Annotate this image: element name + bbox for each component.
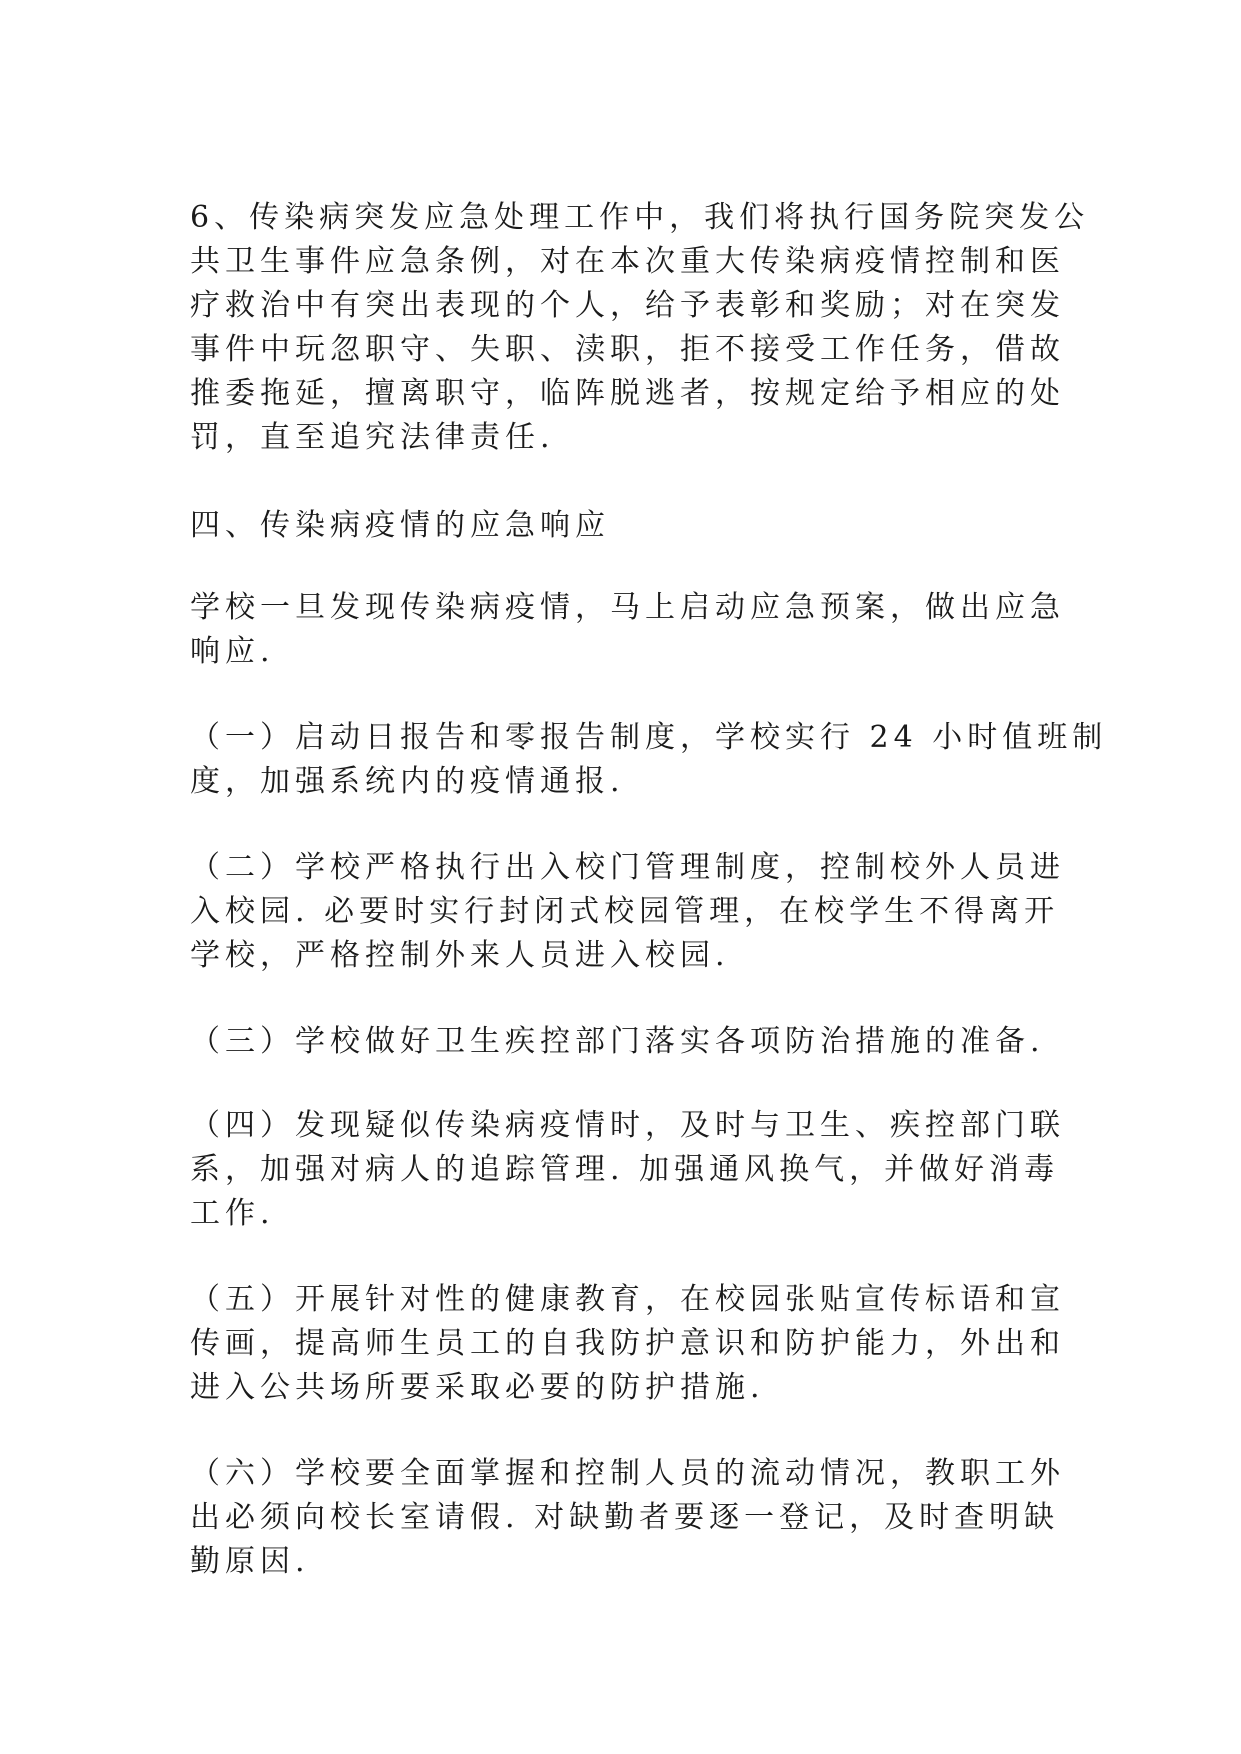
text-line: 入校园. 必要时实行封闭式校园管理，在校学生不得离开	[190, 894, 1060, 929]
text-line: （二）学校严格执行出入校门管理制度，控制校外人员进	[190, 850, 1065, 885]
text-line: 学校，严格控制外来人员进入校园.	[190, 938, 730, 973]
text-line: （一）启动日报告和零报告制度，学校实行 24 小时值班制	[190, 720, 1108, 755]
list-item-1	[190, 716, 1108, 804]
text-line: 疗救治中有突出表现的个人，给予表彰和奖励；对在突发	[190, 288, 1065, 323]
text-line: 四、传染病疫情的应急响应	[190, 508, 610, 543]
paragraph-response-intro	[190, 586, 1065, 674]
section-heading	[190, 504, 1050, 548]
text-line: （三）学校做好卫生疾控部门落实各项防治措施的准备.	[190, 1024, 1045, 1059]
text-line: 学校一旦发现传染病疫情，马上启动应急预案，做出应急	[190, 590, 1065, 625]
text-line: 罚，直至追究法律责任.	[190, 420, 555, 455]
text-line: 工作.	[190, 1196, 275, 1231]
text-line: 推委拖延，擅离职守，临阵脱逃者，按规定给予相应的处	[190, 376, 1065, 411]
list-item-2	[190, 846, 1065, 978]
text-line: 度，加强系统内的疫情通报.	[190, 764, 625, 799]
text-line: 传画，提高师生员工的自我防护意识和防护能力，外出和	[190, 1326, 1065, 1361]
text-line: 事件中玩忽职守、失职、渎职，拒不接受工作任务，借故	[190, 332, 1065, 367]
text-line: （五）开展针对性的健康教育，在校园张贴宣传标语和宣	[190, 1282, 1065, 1317]
text-line: 响应.	[190, 634, 275, 669]
text-line: 系，加强对病人的追踪管理. 加强通风换气，并做好消毒	[190, 1152, 1060, 1187]
paragraph-emergency-rewards	[190, 196, 1090, 460]
text-line: 勤原因.	[190, 1544, 310, 1579]
text-line: 共卫生事件应急条例，对在本次重大传染病疫情控制和医	[190, 244, 1065, 279]
list-item-6	[190, 1452, 1065, 1584]
list-item-4	[190, 1104, 1065, 1236]
list-item-3	[190, 1020, 1050, 1064]
text-line: 进入公共场所要采取必要的防护措施.	[190, 1370, 765, 1405]
text-line: （六）学校要全面掌握和控制人员的流动情况，教职工外	[190, 1456, 1065, 1491]
text-line: 出必须向校长室请假. 对缺勤者要逐一登记，及时查明缺	[190, 1500, 1060, 1535]
text-line: 6、传染病突发应急处理工作中，我们将执行国务院突发公	[190, 200, 1090, 235]
text-line: （四）发现疑似传染病疫情时，及时与卫生、疾控部门联	[190, 1108, 1065, 1143]
list-item-5	[190, 1278, 1065, 1410]
